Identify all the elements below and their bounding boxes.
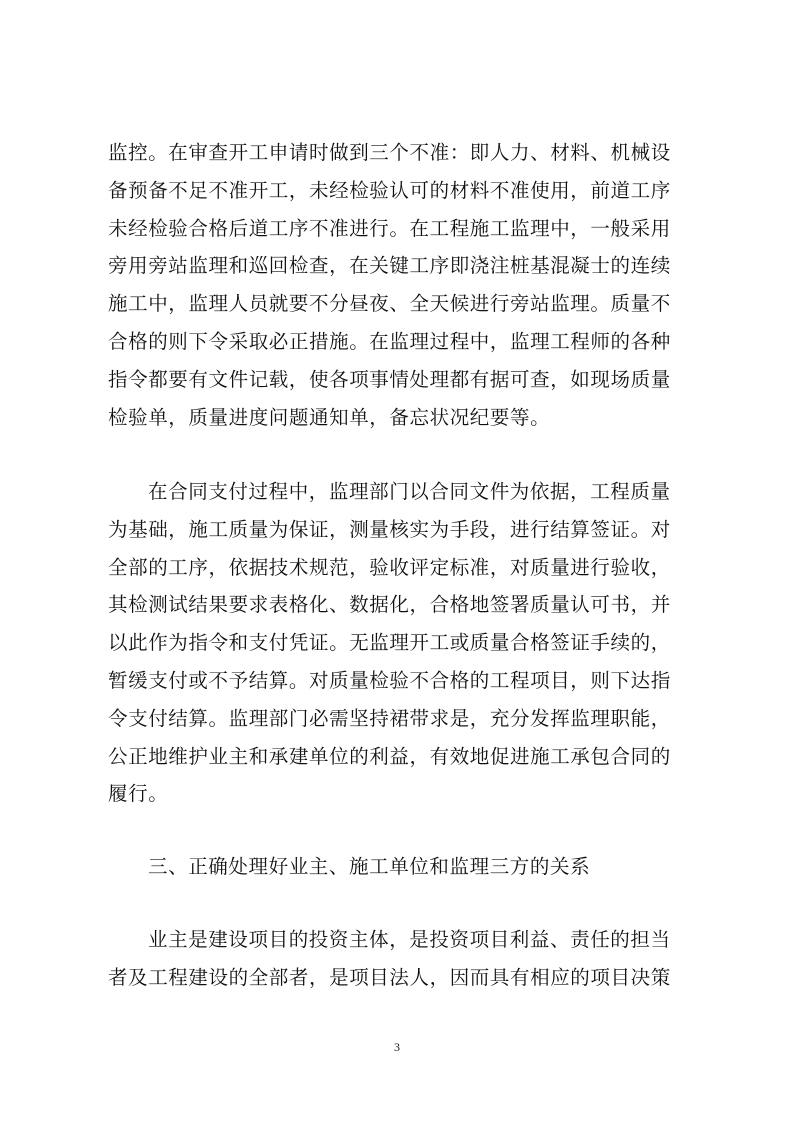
text-line: 业主是建设项目的投资主体，是投资项目利益、责任的担当 <box>148 928 671 951</box>
text-line: 监控。在审查开工申请时做到三个不准：即人力、材料、机械设 <box>108 141 671 164</box>
body-paragraph <box>108 134 708 436</box>
text-line: 旁用旁站监理和巡回检查，在关键工序即浇注桩基混凝士的连续 <box>108 254 671 278</box>
text-line: 检验单，质量进度问题通知单，备忘状况纪要等。 <box>108 405 551 429</box>
text-line: 者及工程建设的全部者，是项目法人，因而具有相应的项目决策 <box>108 965 671 989</box>
text-line: 未经检验合格后道工序不准进行。在工程施工监理中，一般采用 <box>108 216 671 240</box>
text-line: 合格的则下令采取必正措施。在监理过程中，监理工程师的各种 <box>108 329 671 353</box>
body-paragraph <box>108 473 708 813</box>
text-line: 备预备不足不准开工，未经检验认可的材料不准使用，前道工序 <box>108 178 671 202</box>
text-line: 指令都要有文件记载，使各项事情处理都有据可查，如现场质量 <box>108 367 671 391</box>
section-heading <box>108 848 708 886</box>
text-line: 公正地维护业主和承建单位的利益，有效地促进施工承包合同的 <box>108 744 671 768</box>
text-line: 为基础，施工质量为保证，测量核实为手段，进行结算签证。对 <box>108 517 671 541</box>
text-line: 在合同支付过程中，监理部门以合同文件为依据，工程质量 <box>148 480 671 503</box>
text-line: 以此作为指令和支付凭证。无监理开工或质量合格签证手续的， <box>108 631 671 655</box>
text-line: 其检测试结果要求表格化、数据化，合格地签署质量认可书，并 <box>108 593 671 617</box>
text-line: 暂缓支付或不予结算。对质量检验不合格的工程项目，则下达指 <box>108 668 671 692</box>
text-line: 令支付结算。监理部门必需坚持裙带求是，充分发挥监理职能， <box>108 706 671 730</box>
body-paragraph <box>108 921 708 997</box>
text-line: 全部的工序，依据技术规范，验收评定标准，对质量进行验收， <box>108 555 671 579</box>
text-line: 施工中，监理人员就要不分昼夜、全天候进行旁站监理。质量不 <box>108 292 671 316</box>
heading-text: 三、正确处理好业主、施工单位和监理三方的关系 <box>148 855 591 878</box>
text-line: 履行。 <box>108 782 169 806</box>
page-number: 3 <box>394 1040 400 1054</box>
